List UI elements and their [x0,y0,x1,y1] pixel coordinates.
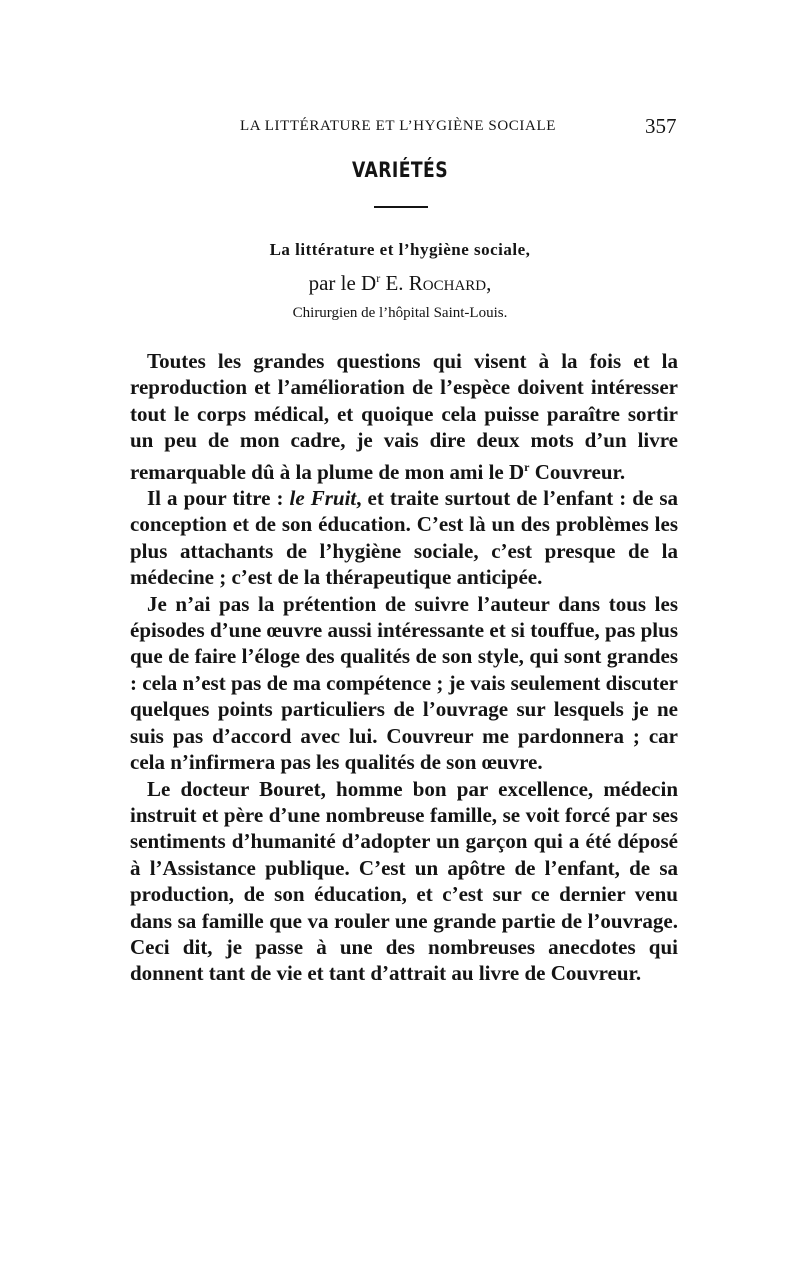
byline-name: Rochard, [408,271,492,295]
title-rule [374,206,428,208]
paragraph-1 [130,348,678,485]
paragraph-1-superscript: r [524,459,530,474]
paragraph-1-end: Couvreur. [529,459,626,484]
page-number: 357 [645,114,677,138]
paragraph-4: Le docteur Bouret, homme bon par excellence, médecin instruit et père d’une nombreuse famille, se voit forcé par ses sentiments d’humanité d’adopter un garçon qui a été déposé à l’Assistance publique. C’est un apôtre de l’enfant, de sa production, de son éducation, et c’est sur ce dernier venu dans sa famille que va rouler une grande partie de l’ouvrage. Ceci dit, je passe à une des nombreuses anecdotes qui donnent tant de vie et tant d’attrait au livre de Couvreur. [130,776,678,986]
running-title: LA LITTÉRATURE ET L’HYGIÈNE SOCIALE [240,118,556,134]
byline-initial: E. [380,271,409,295]
book-title: le Fruit [289,486,357,511]
section-title: VARIÉTÉS [351,158,449,182]
paragraph-2-rest: , et traite surtout de l’enfant : de sa conception et de son éducation. C’est là un des problèmes les plus attachants de l’hygiène sociale, c’est presque de la médecine ; c’est de la thérapeutique anticipée. [130,486,678,590]
running-header [0,112,800,142]
paragraph-2-start: Il a pour titre : [147,486,290,511]
author-affiliation: Chirurgien de l’hôpital Saint-Louis. [292,305,508,321]
paragraph-3: Je n’ai pas la prétention de suivre l’auteur dans tous les épisodes d’une œuvre aussi intéressante et si touffue, pas plus que de faire l’éloge des qualités de son style, qui sont grandes : cela n’est pas de ma compétence ; je vais seulement discuter quelques points particuliers de l’ouvrage sur lesquels je ne suis pas d’accord avec lui. Couvreur me pardonnera ; car cela n’infirmera pas les qualités de son œuvre. [130,591,678,775]
byline-superscript: r [376,271,381,285]
byline [0,271,800,296]
article-body [130,348,678,987]
byline-prefix: par le D [308,271,377,295]
paragraph-1-text: Toutes les grandes questions qui visent à la fois et la reproduction et l’amélioration de l’espèce doivent intéresser tout le corps médical, et quoique cela puisse paraître sortir un peu de mon cadre, je vais dire deux mots d’un livre remarquable dû à la plume de mon ami le D [130,349,678,484]
article-title: La littérature et l’hygiène sociale, [269,240,531,259]
paragraph-2 [130,485,678,591]
